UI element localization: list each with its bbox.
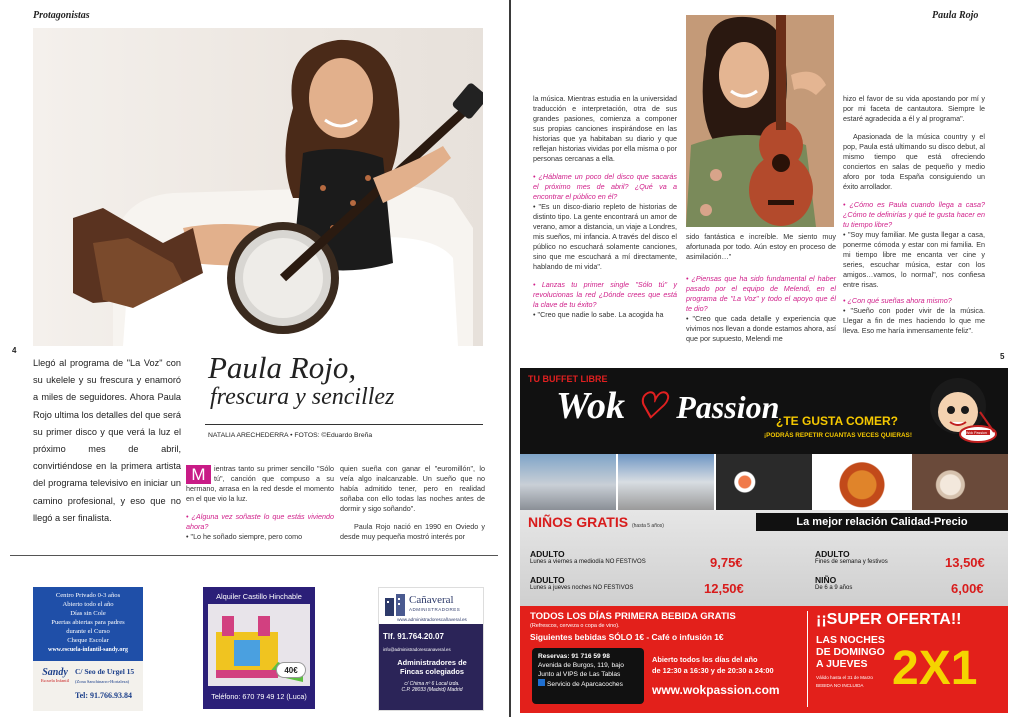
wok-web[interactable]: www.wokpassion.com xyxy=(652,683,780,697)
drop-cap: M xyxy=(186,465,211,484)
singer-with-ukulele-illustration xyxy=(686,15,834,227)
col1-paragraph-2: • "Lo he soñado siempre, pero como xyxy=(186,532,303,541)
right-col2-question-1: • ¿Piensas que ha sido fundamental el haber pasado por el equipo de Melendi, en el programa de "La Voz" y todo el apoyo que él te dio? xyxy=(686,274,836,313)
article-title xyxy=(208,352,488,410)
wok-ninos-sub: (hasta 5 años) xyxy=(631,523,664,529)
price-sub: Lunes a jueves noches NO FESTIVOS xyxy=(530,585,634,591)
price-label: NIÑO xyxy=(815,575,837,585)
restaurant-photo-strip xyxy=(520,454,1008,510)
sandy-line-5: durante el Curso xyxy=(66,628,110,635)
price-row-right-2 xyxy=(815,575,852,591)
wok-slogan-bar xyxy=(756,513,1008,531)
sandy-url[interactable]: www.escuela-infantil-sandy.org xyxy=(47,647,128,653)
col2-paragraph-2: Paula Rojo nació en 1990 en Oviedo y desde muy pequeña mostró interés por xyxy=(340,522,485,541)
price-value: 6,00€ xyxy=(951,581,984,596)
sandy-line-1: Centro Privado 0-3 años xyxy=(55,592,121,599)
canaveral-address-1: c/ Chima nº 6 Local izda. xyxy=(404,681,460,687)
wok-offer-small-1: Válido hasta el 31 de Marzo xyxy=(816,675,873,680)
right-col3-question-2: • ¿Con qué sueñas ahora mismo? xyxy=(843,296,952,305)
price-value: 12,50€ xyxy=(704,581,744,596)
castillo-phone: Teléfono: 670 79 49 12 (Luca) xyxy=(211,692,307,701)
canaveral-info-box xyxy=(379,624,484,711)
sandy-address-sub: (Zona Sanchinarro-Hortaleza) xyxy=(75,679,130,684)
wok-offer-divider xyxy=(807,611,808,707)
sandy-line-2: Abierto todo el año xyxy=(62,601,114,608)
right-col2-paragraph-1: sido fantástica e increíble. Me siento muy afortunada por todo. Aún estoy en proceso de asimilación…" xyxy=(686,232,836,261)
wok-address-1: Avenida de Burgos, 119, bajo xyxy=(538,662,624,669)
right-col3-paragraph-3: • "Soy muy familiar. Me gusta llegar a casa, ponerme cómoda y estar con mi familia. En mi tiempo libre me encanta ver cine y series, escuchar música, estar con los amigos…vamos, lo normal", nos confiesa entre risas. xyxy=(843,230,985,289)
right-col1-paragraph-3: • "Creo que nadie lo sabe. La acogida ha xyxy=(533,310,664,319)
singer-with-banjo-illustration xyxy=(33,28,483,346)
page-number-right: 5 xyxy=(1000,352,1005,361)
article-column-1 xyxy=(186,464,334,542)
sandy-logo-sub: Escuela Infantil xyxy=(40,678,70,683)
page-header-right: Paula Rojo xyxy=(932,10,979,21)
wok-question: ¿TE GUSTA COMER? xyxy=(776,414,898,428)
right-col1-question-2: • Lanzas tu primer single "Sólo tú" y revolucionas la red ¿Dónde crees que está la clave de tu éxito? xyxy=(533,280,677,309)
byline: NATALIA ARECHEDERRA • FOTOS: ©Eduardo Breña xyxy=(208,432,373,439)
wok-mascot-tag: Wok Passion xyxy=(966,431,987,435)
wok-slogan: La mejor relación Calidad-Precio xyxy=(796,516,968,528)
heart-icon: ♡ xyxy=(634,386,667,426)
wok-brand xyxy=(556,384,779,429)
article-column-2 xyxy=(340,464,485,542)
section-label: Protagonistas xyxy=(33,10,90,21)
wok-hours-2: de 12:30 a 16:30 y de 20:30 a 24:00 xyxy=(652,666,774,675)
price-value: 9,75€ xyxy=(710,555,743,570)
wok-super-offer: ¡¡SUPER OFERTA!! xyxy=(816,611,962,628)
wok-promo-1: TODOS LOS DÍAS PRIMERA BEBIDA GRATIS xyxy=(530,611,736,622)
canaveral-logo: Cañaveral xyxy=(409,594,454,606)
price-label: ADULTO xyxy=(530,549,565,559)
article-title-line2: frescura y sencillez xyxy=(210,384,395,410)
right-col3-paragraph-1: hizo el favor de su vida apostando por mí y por mi faceta de cantautora. Siempre le estaré agradecida a él y al programa". xyxy=(843,94,985,123)
right-col1-paragraph-1: la música. Mientras estudia en la universidad traducción e interpretación, otra de sus grandes pasiones, comienza a componer sus propias canciones inspirándose en las historias que ya habitaban su diario y que reflejan historias vividas por ella misma o por personas cercanas a ella. xyxy=(533,94,677,163)
photo-building-2 xyxy=(618,454,714,510)
canaveral-phone: Tlf. 91.764.20.07 xyxy=(383,632,444,641)
wok-brand-right: Passion xyxy=(676,389,780,425)
canaveral-tagline-1: Administradores de xyxy=(397,658,467,667)
ad-escuela-sandy[interactable] xyxy=(33,587,143,711)
right-article-column-2 xyxy=(686,232,836,344)
sandy-line-4: Puertas abiertas para padres xyxy=(51,619,125,626)
col2-paragraph-1: quien sueña con ganar el "euromillón", lo veía algo inalcanzable. Un sueño que no había admitido tener, pero en realidad soñaba con ello todas las noches antes de dormir y sigo soñando". xyxy=(340,464,485,513)
right-col1-question-1: • ¿Háblame un poco del disco que sacarás el próximo mes de abril? ¿Qué va a encontrar el público en él? xyxy=(533,172,677,201)
sandy-logo xyxy=(37,667,73,683)
col1-paragraph-1: ientras tanto su primer sencillo "Sólo tú", canción que compuso a su hermano, arrasa en la red desde el momento en el que vio la luz. xyxy=(186,464,334,503)
canaveral-email[interactable]: info@administradorescanaveral.es xyxy=(383,647,451,652)
wok-promo-2: Siguientes bebidas SÓLO 1€ - Café o infusión 1€ xyxy=(530,632,724,642)
right-col3-paragraph-2: Apasionada de la música country y el pop, Paula está ultimando su disco debut, al mismo tiempo que está ofreciendo conciertos en salas de pequeño y medio aforo por toda España consiguiendo un éxito arrollador. xyxy=(843,132,985,191)
castillo-title: Alquiler Castillo Hinchable xyxy=(216,592,302,601)
sandy-line-3: Días sin Cole xyxy=(70,610,106,617)
right-article-column-3 xyxy=(843,94,985,336)
price-row-left-1 xyxy=(530,549,646,565)
ads-divider-left xyxy=(10,555,498,556)
wok-offer-line-2: DE DOMINGO xyxy=(816,646,885,658)
right-col2-paragraph-2: • "Creo que cada detalle y experiencia que vivimos nos llevan a donde estamos ahora, así que por supuesto, Melendi me xyxy=(686,314,836,343)
intro-paragraph: Llegó al programa de "La Voz" con su ukelele y su frescura y enamoró a miles de seguidores. Ahora Paula Rojo ultima los detalles del que será su primer disco y que verá la luz el próximo mes de abril, convirtiéndose en la primera artista del programa televisivo en iniciar un camino profesional, y eso que no llegó a ser finalista. xyxy=(33,358,181,523)
wok-question-sub: ¡PODRÁS REPETIR CUANTAS VECES QUIERAS! xyxy=(764,432,912,439)
wok-ninos-label: NIÑOS GRATIS xyxy=(528,514,629,530)
wok-promo-1-sub: (Refrescos, cerveza o copa de vino). xyxy=(530,623,620,629)
wok-reservation-box xyxy=(532,648,644,704)
ad-canaveral[interactable] xyxy=(378,587,484,711)
sandy-logo-text: Sandy xyxy=(42,667,68,678)
right-col3-paragraph-4: • "Sueño con poder vivir de la música. Llegar a fin de mes haciendo lo que me lleva. Eso me haría inmensamente feliz". xyxy=(843,306,985,335)
main-photo xyxy=(33,28,483,346)
sandy-line-6: Cheque Escolar xyxy=(67,637,109,644)
canaveral-logo-sub: ADMINISTRADORES xyxy=(409,607,461,612)
title-rule xyxy=(205,424,483,425)
photo-dumplings xyxy=(912,454,1008,510)
wok-reserve[interactable]: Reservas: 91 716 59 98 xyxy=(538,653,610,660)
photo-chicken xyxy=(814,454,910,510)
wok-offer-line-1: LAS NOCHES xyxy=(816,634,885,646)
canaveral-address-2: C.P. 28033 (Madrid) Madrid xyxy=(401,687,463,693)
wok-parking-label: Servicio de Aparcacoches xyxy=(547,681,623,688)
castillo-price-badge: 40€ xyxy=(276,662,306,678)
mascot-girl-icon xyxy=(920,372,1000,452)
wok-offer-line-3: A JUEVES xyxy=(816,658,868,670)
col1-question-1: • ¿Alguna vez soñaste lo que estás viviendo ahora? xyxy=(186,512,334,531)
building-icon xyxy=(383,594,407,616)
page-number-left: 4 xyxy=(12,346,17,355)
canaveral-web[interactable]: www.administradorescañaveral.es xyxy=(397,617,467,622)
wok-brand-left: Wok xyxy=(556,385,625,427)
wok-offer-lines xyxy=(816,634,885,670)
ad-castillo-hinchable[interactable] xyxy=(203,587,315,709)
price-label: ADULTO xyxy=(530,575,565,585)
wok-parking xyxy=(538,679,638,689)
wok-ninos-gratis xyxy=(528,514,664,530)
price-label: ADULTO xyxy=(815,549,850,559)
wok-buffet-label: TU BUFFET LIBRE xyxy=(528,374,608,384)
ad-wok-passion[interactable] xyxy=(520,368,1008,713)
wok-2x1: 2X1 xyxy=(892,642,978,695)
price-row-left-2 xyxy=(530,575,633,591)
price-sub: De 6 a 9 años xyxy=(815,585,853,591)
right-col3-question-1: • ¿Cómo es Paula cuando llega a casa? ¿Cómo te definirías y qué te gusta hacer en tu tiempo libre? xyxy=(843,200,985,229)
sandy-phone: Tel: 91.766.93.84 xyxy=(75,691,133,700)
price-sub: Lunes a viernes a mediodía NO FESTIVOS xyxy=(530,559,646,565)
canaveral-tagline-2: Fincas colegiados xyxy=(399,667,465,676)
parking-icon xyxy=(538,679,545,686)
wok-hours-1: Abierto todos los días del año xyxy=(652,655,758,664)
portrait-photo xyxy=(686,15,834,227)
photo-sushi xyxy=(716,454,812,510)
page-gutter xyxy=(509,0,511,717)
price-row-right-1 xyxy=(815,549,888,565)
article-title-line1: Paula Rojo, xyxy=(208,350,357,385)
price-sub: Fines de semana y festivos xyxy=(815,559,888,565)
right-article-column-1 xyxy=(533,94,677,320)
wok-offer-small-2: BEBIDA NO INCLUIDA xyxy=(816,683,864,688)
photo-building-1 xyxy=(520,454,616,510)
price-value: 13,50€ xyxy=(945,555,985,570)
wok-address-2: Junto al VIPS de Las Tablas xyxy=(538,671,621,678)
right-col1-paragraph-2: • "Es un disco-diario repleto de historias de distinto tipo. La gente encontrará un amor de verano, amor a distancia, un viaje a Londres, mis sueños, mi infancia. A través del disco el público no escuchará solamente canciones, sino que me escuchará a mí directamente, hablando de mi vida". xyxy=(533,202,677,271)
sandy-address: C/ Seo de Urgel 15 xyxy=(75,667,135,676)
